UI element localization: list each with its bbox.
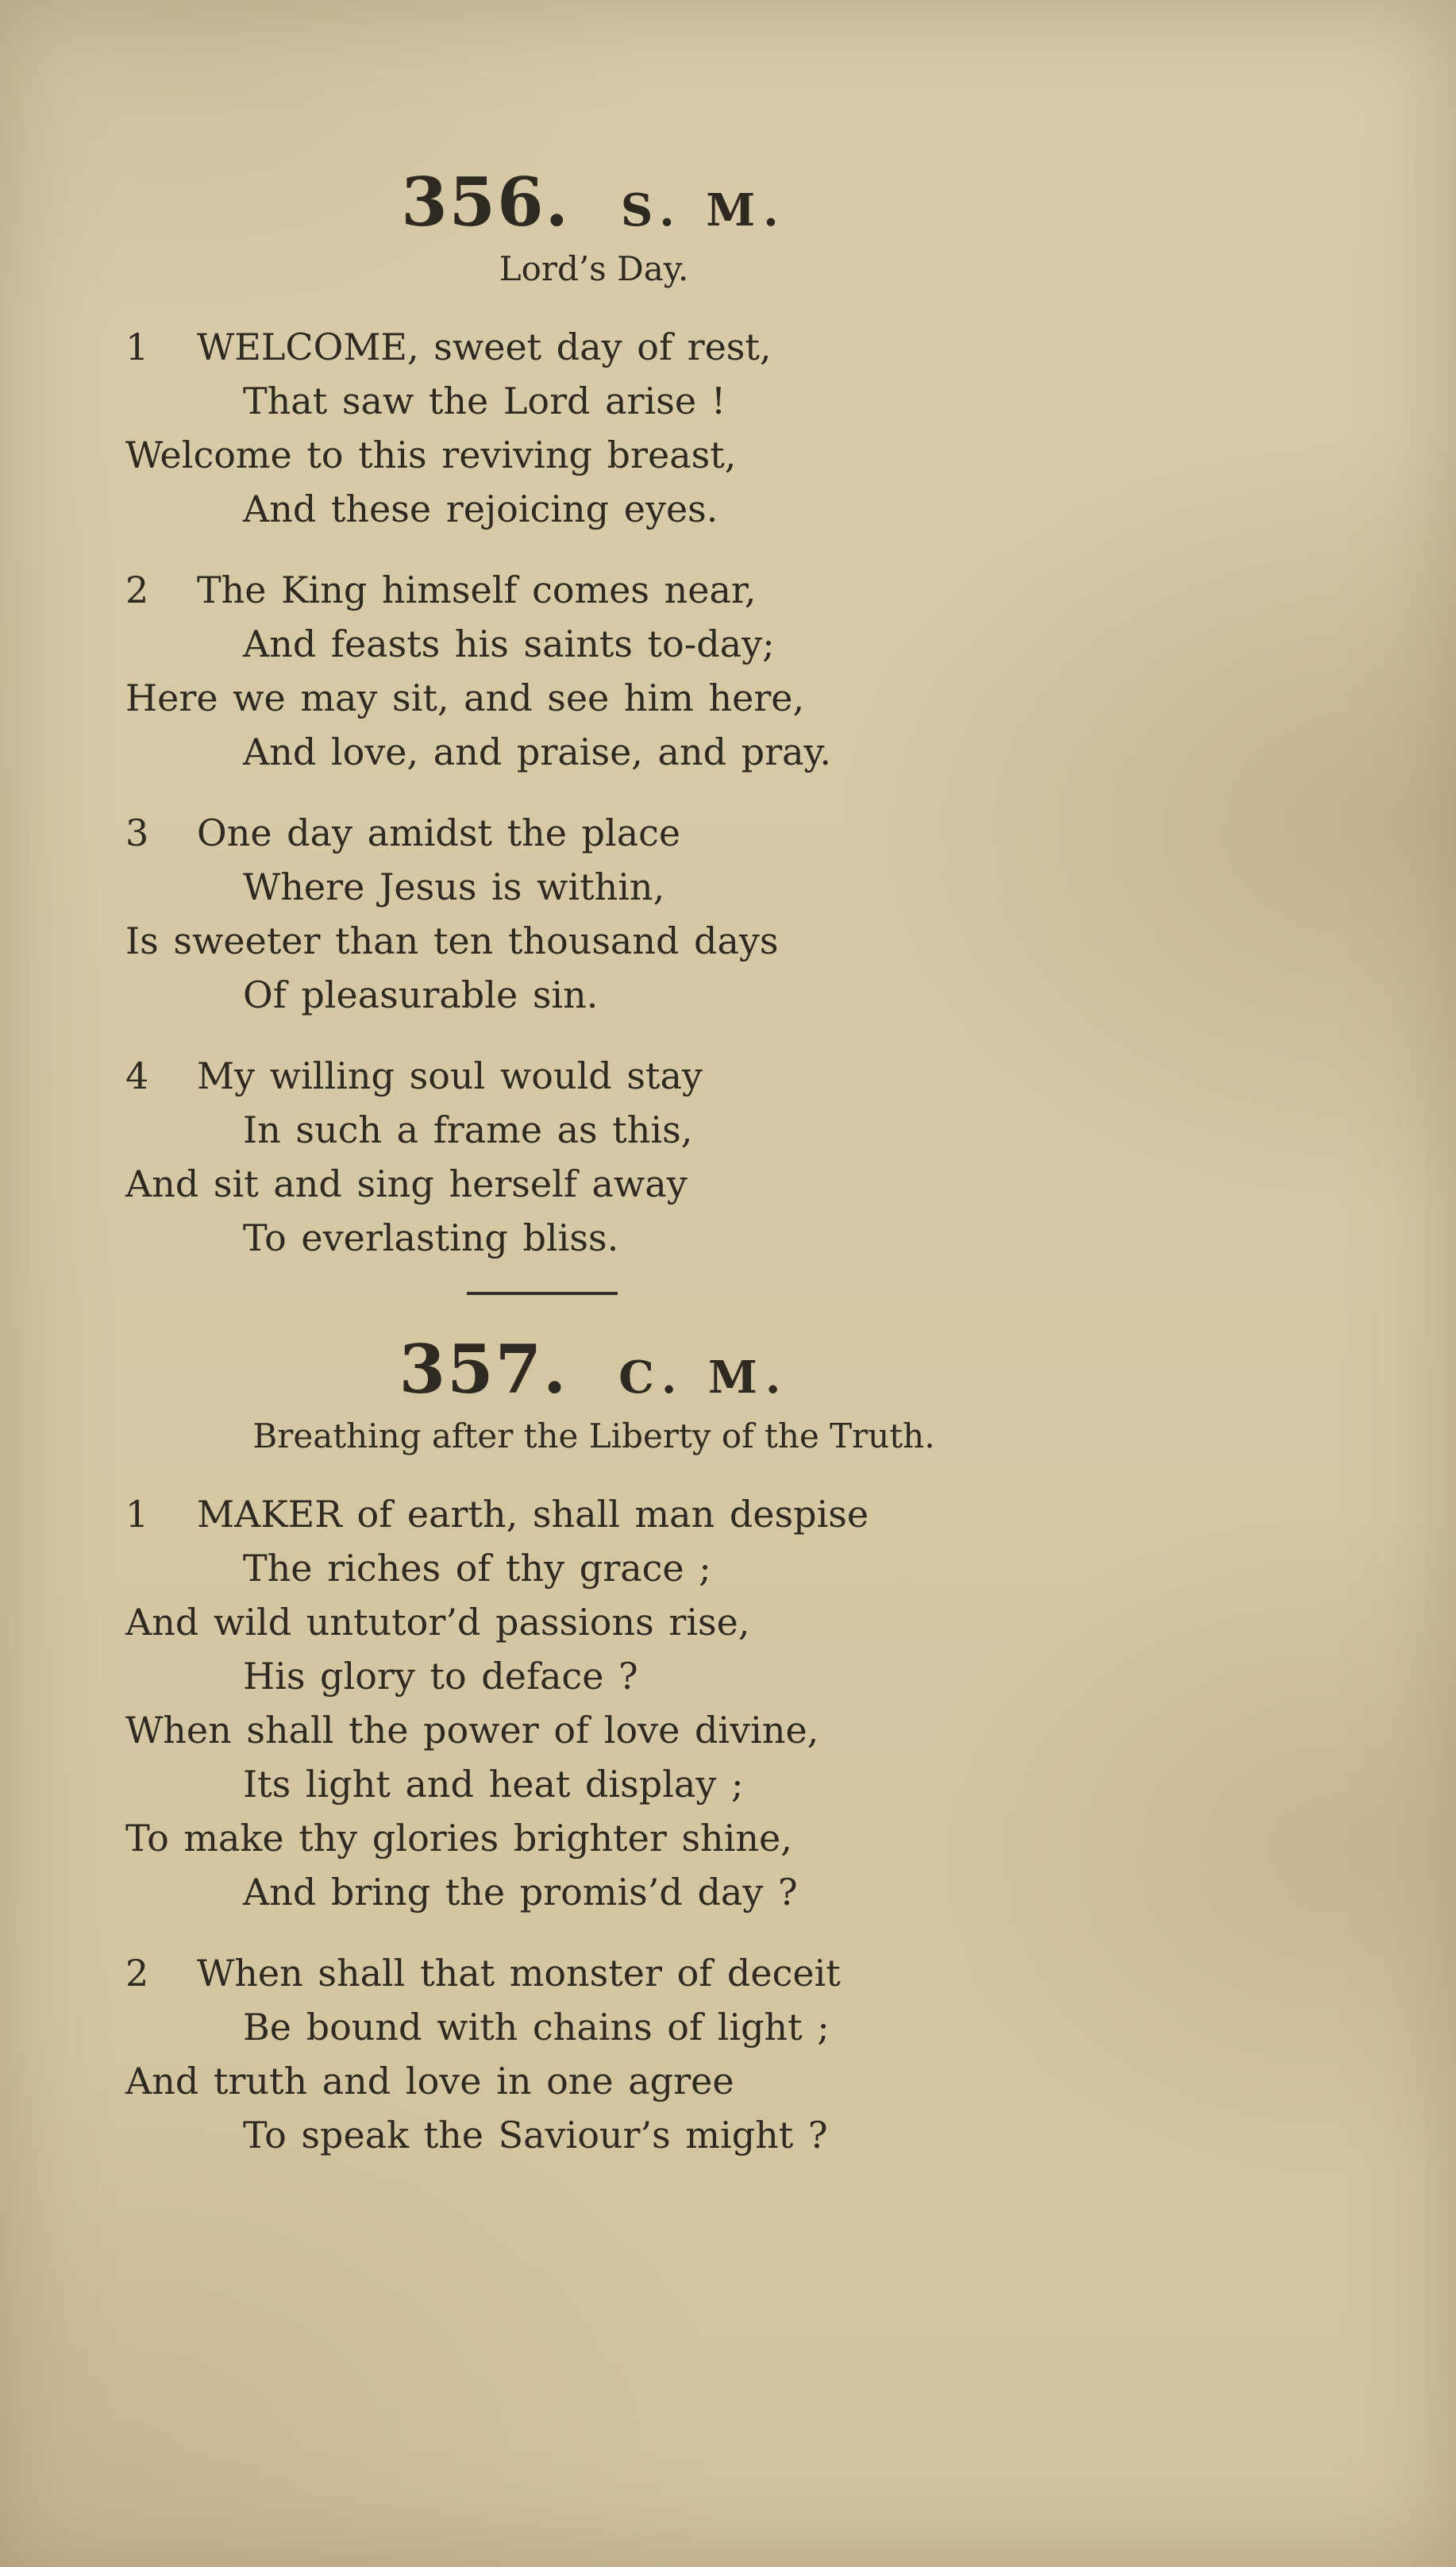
stanza-number: 2 (125, 1952, 149, 1995)
hymn-subtitle: Lord’s Day. (499, 249, 689, 288)
hymn-357 (125, 1330, 1062, 2162)
stanza-number: 2 (125, 569, 149, 611)
verse-text: And wild untutor’d passions rise, (125, 1601, 750, 1644)
verse-text: Here we may sit, and see him here, (125, 676, 805, 719)
stanza-number: 1 (125, 326, 149, 368)
verse-line (125, 428, 1062, 482)
verse-line (125, 1049, 1062, 1103)
verse-line (125, 1865, 1062, 1919)
hymn-356 (125, 163, 1062, 1265)
hymn-subtitle: Breathing after the Liberty of the Truth. (252, 1416, 935, 1455)
stanza-list (125, 1487, 1062, 2162)
verse-text: Welcome to this reviving breast, (125, 434, 737, 476)
verse-line (125, 374, 1062, 428)
verse-text: WELCOME, sweet day of rest, (197, 326, 772, 368)
verse-text: My willing soul would stay (197, 1054, 703, 1097)
stanza (125, 1946, 1062, 2162)
hymn-header (125, 163, 1062, 241)
verse-line (125, 1595, 1062, 1649)
hymn-meter: S. M. (620, 184, 787, 237)
verse-text: And bring the promis’d day ? (243, 1871, 798, 1914)
verse-line (125, 1211, 1062, 1265)
verse-text: To speak the Saviour’s might ? (243, 2114, 828, 2157)
hymn-header (125, 1330, 1062, 1409)
verse-line (125, 1541, 1062, 1595)
verse-line (125, 1487, 1062, 1541)
verse-line (125, 671, 1062, 725)
verse-line (125, 320, 1062, 374)
section-divider (467, 1292, 618, 1295)
verse-line (125, 2054, 1062, 2108)
verse-text: And love, and praise, and pray. (243, 730, 832, 773)
stanza (125, 806, 1062, 1022)
verse-line (125, 1649, 1062, 1703)
verse-text: The King himself comes near, (197, 569, 757, 611)
verse-text: That saw the Lord arise ! (243, 380, 726, 422)
stanza (125, 320, 1062, 536)
verse-text: To make thy glories brighter shine, (125, 1817, 792, 1860)
hymn-meter: C. M. (618, 1351, 789, 1404)
verse-text: When shall that monster of deceit (197, 1952, 841, 1995)
verse-line (125, 1946, 1062, 2000)
stanza-number: 1 (125, 1493, 149, 1536)
verse-text: His glory to deface ? (243, 1655, 638, 1698)
verse-line (125, 617, 1062, 671)
verse-text: MAKER of earth, shall man despise (197, 1493, 869, 1536)
verse-text: In such a frame as this, (243, 1108, 693, 1151)
stanza-list (125, 320, 1062, 1265)
verse-text: And these rejoicing eyes. (243, 488, 718, 530)
verse-text: And feasts his saints to-day; (243, 622, 775, 665)
verse-text: To everlasting bliss. (243, 1216, 619, 1259)
stanza-number: 4 (125, 1054, 149, 1097)
verse-text: And truth and love in one agree (125, 2060, 734, 2103)
verse-line (125, 725, 1062, 779)
verse-text: And sit and sing herself away (125, 1162, 688, 1205)
verse-line (125, 563, 1062, 617)
stanza-number: 3 (125, 811, 149, 854)
verse-line (125, 1157, 1062, 1211)
verse-line (125, 914, 1062, 968)
hymn-number: 357. (399, 1330, 568, 1409)
stanza (125, 563, 1062, 779)
verse-line (125, 860, 1062, 914)
text-column (125, 163, 1062, 2189)
verse-line (125, 1811, 1062, 1865)
verse-text: Its light and heat display ; (243, 1763, 744, 1806)
verse-line (125, 2000, 1062, 2054)
verse-text: Of pleasurable sin. (243, 973, 599, 1016)
verse-line (125, 2108, 1062, 2162)
verse-line (125, 1103, 1062, 1157)
hymn-number: 356. (401, 163, 570, 241)
verse-line (125, 968, 1062, 1022)
verse-line (125, 806, 1062, 860)
verse-text: Is sweeter than ten thousand days (125, 919, 779, 962)
verse-text: Be bound with chains of light ; (243, 2006, 830, 2049)
stanza (125, 1487, 1062, 1919)
verse-line (125, 482, 1062, 536)
verse-text: One day amidst the place (197, 811, 681, 854)
verse-text: Where Jesus is within, (243, 865, 665, 908)
stanza (125, 1049, 1062, 1265)
verse-text: The riches of thy grace ; (243, 1547, 711, 1590)
verse-text: When shall the power of love divine, (125, 1709, 819, 1752)
verse-line (125, 1757, 1062, 1811)
verse-line (125, 1703, 1062, 1757)
